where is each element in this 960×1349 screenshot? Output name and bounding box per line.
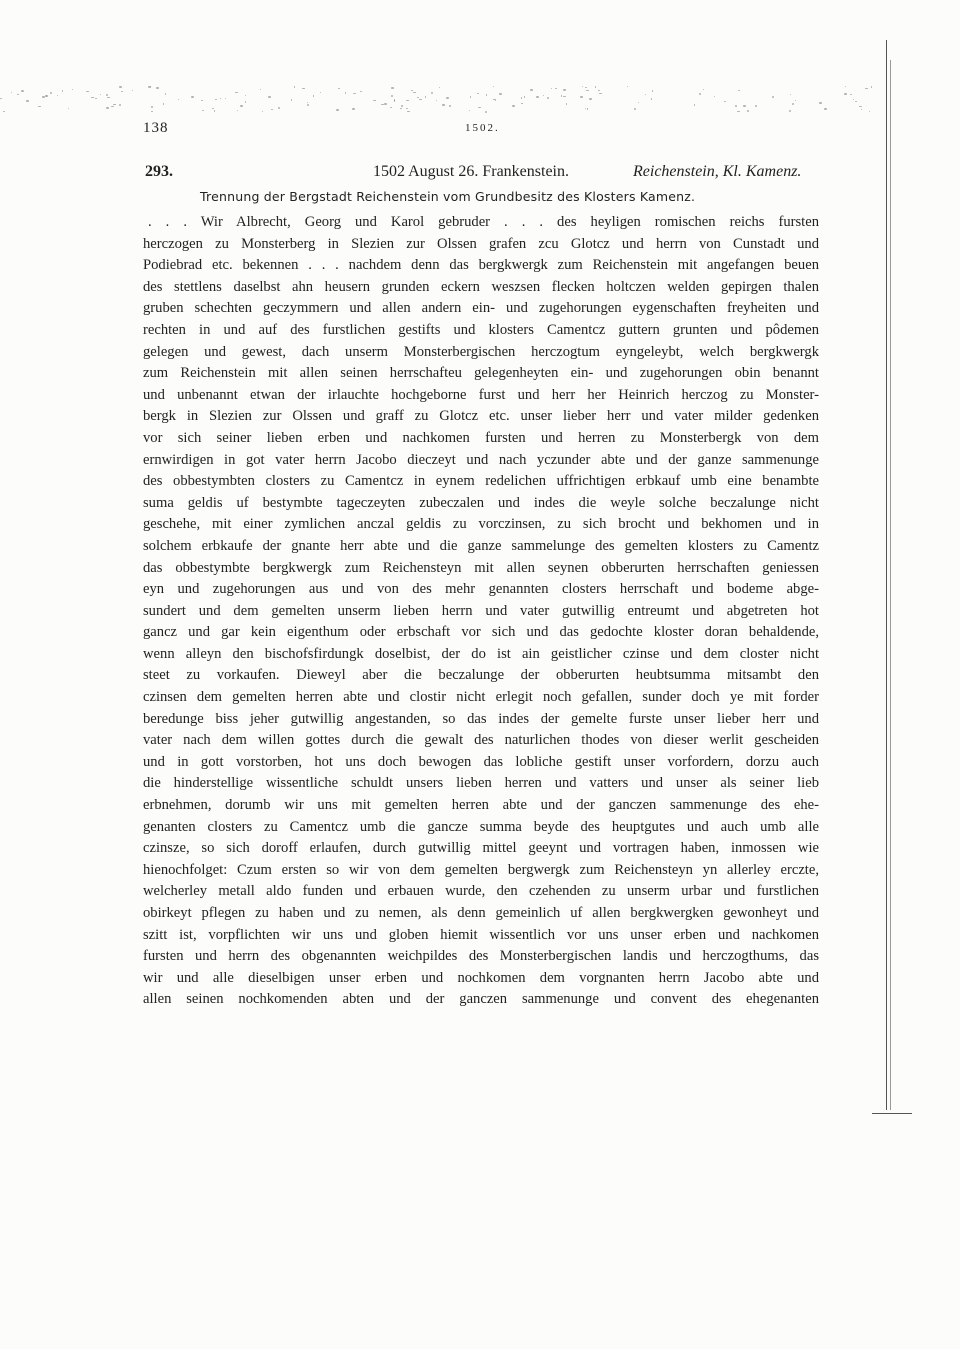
scan-speck	[595, 86, 596, 88]
scan-speck	[431, 92, 433, 94]
scan-speck	[703, 89, 704, 90]
scan-speck	[100, 94, 101, 95]
scan-speck	[845, 86, 846, 87]
scan-speck	[391, 87, 394, 89]
scan-speck	[106, 107, 109, 109]
scan-speck	[478, 107, 481, 108]
scan-speck	[439, 87, 440, 88]
scan-speck	[512, 105, 515, 107]
scan-speck	[772, 96, 774, 98]
scan-speck	[530, 89, 533, 91]
text-line: des stettlens daselbst ahn heusern grunden eckern weszsen flecken holtczen welden gepirgen thalen	[143, 278, 819, 295]
scan-speck	[543, 95, 544, 96]
text-line: rechten in und auf des furstlichen gestifts und klosters Camentcz guttern grunten und pôdemen	[143, 321, 819, 338]
scan-speck	[865, 88, 868, 89]
scan-speck	[406, 108, 408, 109]
text-line: solchem erbkaufe der gnante herr abte und die ganze sammelunge des gemelten klosters zu Camentz	[143, 537, 819, 554]
text-line: gruben schechten geczymmern und allen andern ein- und zugehorungen eygenschaften freyheiten und	[143, 300, 819, 317]
scan-speck	[3, 111, 5, 112]
scan-speck	[17, 94, 19, 95]
text-line: geschehe, mit einer zymlichen anczal geldis zu vorczinsen, zu sich brocht und bekhomen und in	[143, 516, 819, 533]
scan-speck	[566, 103, 567, 105]
scan-speck	[278, 107, 280, 109]
text-line: eyn und zugehorungen aus und von des mehr genannten closters herrschaft und bodeme abge-	[143, 581, 819, 598]
scan-speck	[151, 111, 153, 112]
scan-speck	[586, 90, 589, 91]
scan-speck	[747, 110, 749, 112]
scan-speck	[345, 92, 346, 94]
document-body	[143, 212, 819, 1011]
text-line: vater nach dem willen gottes durch die gewalt des naturlichen thodes von dieser werlit gescheiden	[143, 732, 819, 749]
text-line: gelegen und gewest, dach unserm Monsterbergischen herczogtum eyngeleybt, welch bergkwergk	[143, 343, 819, 360]
text-line: des obbestymbten closters zu Camentcz in eynem redelichen uffrichtigen erbkauf umb eine benambte	[143, 473, 819, 490]
scan-speck	[50, 92, 52, 94]
scan-speck	[645, 94, 646, 95]
scan-speck	[307, 104, 309, 106]
scan-speck	[789, 110, 791, 112]
scan-speck	[237, 110, 238, 111]
scan-speck	[45, 95, 47, 97]
scan-speck	[580, 96, 583, 98]
scan-speck	[212, 108, 214, 109]
scan-speck	[871, 86, 872, 88]
text-line: hienochfolget: Czum ersten so wir von dem gemelten bergwergk zum Reichensteyn yn allerley erczte,	[143, 861, 819, 878]
text-line: Podiebrad etc. bekennen . . . nachdem denn das bergkwergk zum Reichenstein mit angefangen beuen	[143, 257, 819, 274]
scan-speck	[384, 103, 387, 105]
scan-speck	[201, 100, 203, 101]
document-title: Trennung der Bergstadt Reichenstein vom Grundbesitz des Klosters Kamenz.	[200, 189, 696, 204]
scan-speck	[240, 105, 243, 107]
scan-speck	[449, 105, 451, 107]
scan-speck	[470, 96, 471, 98]
text-line: und unbenannt etwan der irlauchte hochgeborne furst und herr her Heinrich herczog zu Monster-	[143, 386, 819, 403]
scan-speck	[477, 93, 479, 94]
scan-speck	[585, 108, 586, 109]
scan-speck	[499, 93, 502, 95]
scan-speck	[336, 109, 339, 111]
scan-speck	[91, 97, 94, 98]
scan-speck	[850, 94, 852, 95]
scan-speck	[268, 96, 271, 98]
scan-speck	[493, 99, 496, 100]
scan-speck	[469, 110, 470, 111]
scan-speck	[627, 86, 628, 87]
scan-speck	[795, 100, 796, 101]
scan-speck	[844, 93, 847, 95]
text-line: beredunge biss jeher gutwillig angestanden, so das indes der gemelte furste unser lieber herr und	[143, 710, 819, 727]
scan-speck	[302, 88, 305, 89]
scan-speck	[524, 96, 525, 98]
scan-speck	[121, 91, 123, 92]
scan-speck	[419, 99, 422, 100]
scan-speck	[536, 96, 539, 98]
scan-speck	[861, 109, 862, 110]
scan-speck	[352, 108, 355, 110]
scan-speck	[132, 90, 133, 91]
scan-speck	[202, 110, 204, 111]
scan-speck	[425, 96, 426, 98]
scan-speck	[446, 97, 449, 99]
document-date-place: 1502 August 26. Frankenstein.	[373, 163, 569, 180]
scan-speck	[38, 106, 41, 107]
scan-speck	[26, 100, 29, 102]
scan-speck	[11, 92, 12, 93]
scan-speck	[495, 100, 496, 101]
scan-speck	[119, 104, 121, 106]
scan-speck	[113, 104, 116, 105]
scan-speck	[245, 95, 246, 96]
scan-speck	[651, 98, 652, 100]
scan-speck	[555, 88, 557, 89]
scan-speck	[338, 88, 340, 89]
scan-speck	[486, 94, 487, 96]
margin-rule-foot	[872, 1113, 912, 1114]
scan-speck	[245, 101, 246, 103]
scan-speck	[599, 93, 602, 94]
scan-speck	[406, 100, 409, 101]
text-line: ernwirdigen in got vater herrn Jacobo dieczeyt und nach yczunder abte und der ganze sammenunge	[143, 451, 819, 468]
scan-speck	[638, 102, 639, 103]
text-line: sundert und dem gemelten unserm lieben herrn und vater gutwillig entreumt und abgetreten hot	[143, 602, 819, 619]
text-line: wir und alle dieselbigen unser erben und nochkomen dem vorgnanten herrn Jacobo abte und	[143, 969, 819, 986]
scan-speck	[855, 101, 857, 102]
text-line: vor sich seiner lieben erben und nachkomen fursten und herren zu Monsterbergk von dem	[143, 429, 819, 446]
scan-speck	[634, 108, 636, 110]
scan-speck	[62, 90, 63, 92]
scan-speck	[582, 86, 583, 87]
scan-speck	[589, 98, 592, 100]
scan-speck	[191, 96, 194, 98]
scan-speck	[598, 90, 600, 91]
scan-speck	[119, 86, 122, 88]
scan-speck	[57, 95, 58, 96]
scan-speck	[735, 105, 737, 107]
text-line: czinsze, so sich doroff erlaufen, durch gutwillig mittel geeynt und vortragen haben, inmossen wie	[143, 840, 819, 857]
scan-noise-band	[0, 86, 900, 116]
scan-speck	[790, 94, 791, 95]
scan-speck	[271, 109, 273, 110]
text-line: steet zu vorkaufen. Dieweyl aber die beczalunge der obberurten heubtsumma mitsambt den	[143, 667, 819, 684]
scan-speck	[587, 108, 588, 110]
scan-speck	[225, 98, 226, 99]
scan-speck	[95, 98, 97, 99]
document-heading	[143, 163, 823, 185]
text-line: obirkeyt pflegen zu haben und zu nemen, als denn gemeinlich uf allen bergkwergken gewonheyt und	[143, 905, 819, 921]
scan-speck	[111, 106, 114, 107]
text-line: die hinderstellige wissentliche schuldt unsers lieben herren und vatters und unser als seiner lieb	[143, 775, 819, 792]
scan-speck	[521, 103, 523, 104]
text-line: und in gott vorstorben, hot uns doch bewogen das lobliche gestift unser vorfordern, dorzu auch	[143, 753, 819, 770]
scan-speck	[547, 97, 549, 99]
scan-speck	[313, 95, 314, 97]
scan-speck	[151, 106, 153, 108]
scan-speck	[442, 104, 445, 106]
scan-speck	[563, 89, 566, 91]
scan-speck	[21, 90, 24, 92]
scan-speck	[262, 111, 263, 112]
text-line: szitt ist, vorpflichten wir uns und globen hiemit wissentlich vor uns unser erben und nachkomen	[143, 926, 819, 943]
scan-speck	[354, 93, 356, 94]
scan-speck	[106, 94, 108, 96]
scan-speck	[401, 105, 403, 107]
scan-speck	[792, 103, 794, 105]
scan-speck	[390, 107, 392, 108]
scan-speck	[413, 92, 416, 93]
scan-speck	[373, 100, 376, 101]
page-number: 138	[143, 120, 169, 136]
running-head-year: 1502.	[465, 122, 500, 134]
scan-speck	[215, 99, 217, 100]
scan-speck	[407, 111, 410, 112]
scan-speck	[394, 100, 395, 102]
scan-speck	[220, 98, 221, 99]
text-line: wenn alleyn den bischofsfirdungk doselbist, der do ist ain geistlicher czinse und dem closter nicht	[143, 645, 819, 662]
scan-speck	[360, 91, 362, 92]
scan-speck	[86, 91, 89, 92]
document-location: Reichenstein, Kl. Kamenz.	[633, 163, 802, 180]
scan-speck	[411, 90, 413, 91]
text-line: welcherley metall aldo funden und erbauen wurde, den czehenden zu unserm urbar und furstlichen	[143, 883, 819, 900]
scan-speck	[563, 96, 566, 97]
text-line: gancz und gar kein eigenthum oder erbschaft vor sich und das gedochte kloster doran behaldende,	[143, 624, 819, 641]
text-line: czinsen dem gemelten herren abte und clostir nicht erlegit noch gefallen, sunder doch ye mit forder	[143, 689, 819, 706]
scan-speck	[819, 102, 822, 104]
scan-speck	[214, 110, 215, 112]
scan-speck	[585, 87, 587, 88]
scan-speck	[853, 99, 854, 100]
scan-speck	[485, 111, 487, 113]
scan-speck	[148, 86, 151, 88]
scan-speck	[307, 102, 308, 103]
scan-speck	[0, 98, 2, 99]
scan-speck	[738, 90, 740, 91]
text-line: erbnehmen, dorumb wir uns mit gemelten herren abte und der ganczen sammenunge des ehe-	[143, 797, 819, 814]
scan-speck	[72, 89, 73, 90]
scan-speck	[743, 105, 746, 107]
text-line: genanten closters zu Camentcz umb die gancze summa beyde des heuptgutes und auch umb alle	[143, 818, 819, 835]
scan-speck	[859, 106, 862, 107]
scan-speck	[163, 103, 164, 105]
scan-speck	[391, 95, 393, 97]
scan-speck	[694, 104, 695, 106]
scan-speck	[178, 99, 179, 100]
scan-speck	[417, 97, 419, 98]
text-line: . . . Wir Albrecht, Georg und Karol gebruder . . . des heyligen romischen reichs fursten	[148, 214, 819, 230]
scan-speck	[68, 108, 69, 109]
scan-speck	[291, 99, 292, 101]
text-line: bergk in Slezien zur Olssen und graff zu Glotcz etc. unser lieber herr und vater milder gedenken	[143, 408, 819, 425]
scan-speck	[156, 87, 159, 89]
scan-speck	[107, 97, 110, 98]
scan-speck	[493, 86, 494, 87]
text-line: herczogen zu Monsterberg in Slezien zur Olssen grafen zcu Glotcz und herrn von Cunstadt und	[143, 235, 819, 252]
scan-speck	[699, 93, 701, 95]
text-line: suma geldis uf bestymbte tageczeyten zubeczalen und indes die weyle solche beczalunge nicht	[143, 494, 819, 511]
scan-speck	[165, 93, 166, 95]
scan-speck	[737, 111, 740, 112]
scan-speck	[381, 104, 384, 105]
scan-speck	[869, 111, 870, 112]
document-number: 293.	[145, 163, 173, 180]
scan-speck	[436, 100, 437, 101]
scan-speck	[824, 108, 827, 110]
scan-speck	[755, 105, 757, 107]
scan-speck	[724, 101, 726, 102]
scan-speck	[714, 96, 715, 97]
text-line: allen seinen nochkomenden abten und der ganczen sammenunge und convent des ehegenanten	[143, 991, 819, 1008]
margin-rule	[886, 40, 887, 1110]
scan-speck	[260, 89, 261, 90]
scan-speck	[235, 92, 238, 93]
scan-speck	[561, 95, 562, 97]
margin-rule-secondary	[890, 60, 891, 1110]
scan-speck	[400, 108, 402, 109]
scan-speck	[320, 92, 321, 93]
text-line: fursten und herrn des obgenannten weichpildes des Monsterbergischen landis und herczogthums, das	[143, 948, 819, 965]
scan-speck	[551, 88, 552, 89]
text-line: zum Reichenstein mit allen seinen herrschafteu gelegenheyten ein- und zugehorungen obin benannt	[143, 365, 819, 382]
text-line: das obbestymbte bergkwergk zum Reichensteyn mit allen seynen obberurten herrschaften geniessen	[143, 559, 819, 576]
scan-speck	[294, 86, 295, 88]
page-header	[143, 120, 823, 142]
scan-speck	[521, 97, 522, 99]
scan-speck	[652, 90, 653, 92]
